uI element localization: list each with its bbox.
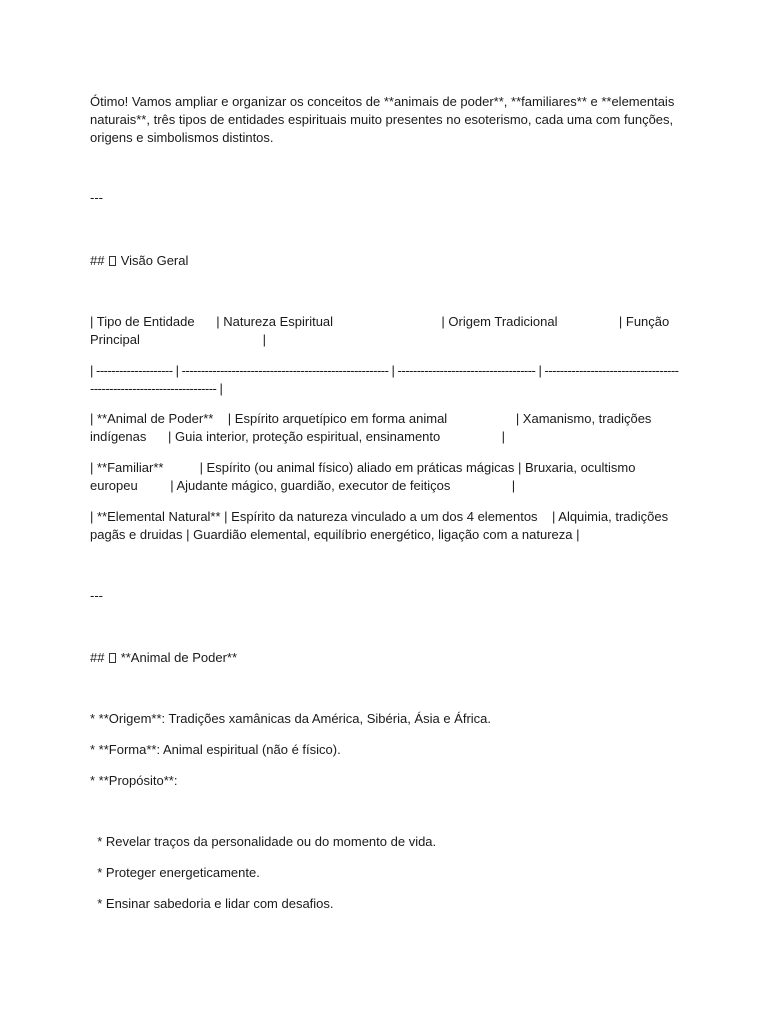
sub-bullet-proteger: * Proteger energeticamente. — [90, 865, 260, 880]
heading-text: Visão Geral — [117, 253, 189, 268]
bullet-forma: * **Forma**: Animal espiritual (não é físico). — [90, 742, 341, 757]
table-header-row: | Tipo de Entidade | Natureza Espiritual | Origem Tradicional | Função Principal | — [90, 314, 673, 347]
table-rule-row: | -------------------- | ------------------------------------------------------ | ------------------------------------ | -------------------------------------------------------------------- | — [90, 363, 679, 396]
sub-bullet-revelar: * Revelar traços da personalidade ou do momento de vida. — [90, 834, 437, 849]
heading-marker: ## — [90, 253, 109, 268]
heading-visao-geral — [90, 252, 680, 270]
heading-text: **Animal de Poder** — [117, 650, 238, 665]
heading-animal-de-poder — [90, 649, 680, 667]
sub-bullet-ensinar: * Ensinar sabedoria e lidar com desafios. — [90, 896, 334, 911]
separator-line: --- — [90, 588, 103, 603]
separator-line: --- — [90, 190, 103, 205]
bullet-origem: * **Origem**: Tradições xamânicas da América, Sibéria, Ásia e África. — [90, 711, 492, 726]
bullet-proposito: * **Propósito**: — [90, 773, 178, 788]
intro-paragraph: Ótimo! Vamos ampliar e organizar os conceitos de **animais de poder**, **familiares** e **elementais naturais**, três tipos de entidades espirituais muito presentes no esoterismo, cada uma com funções, origens e simbolismos distintos. — [90, 94, 675, 145]
missing-glyph-icon — [109, 653, 116, 663]
heading-marker: ## — [90, 650, 109, 665]
table-row-elemental-natural: | **Elemental Natural** | Espírito da natureza vinculado a um dos 4 elementos | Alquimia, tradições pagãs e druidas | Guardião elemental, equilíbrio energético, ligação com a natureza | — [90, 509, 672, 542]
table-row-familiar: | **Familiar** | Espírito (ou animal físico) aliado em práticas mágicas | Bruxaria, ocultismo europeu | Ajudante mágico, guardião, executor de feitiços | — [90, 460, 640, 493]
missing-glyph-icon — [109, 256, 116, 266]
table-row-animal-de-poder: | **Animal de Poder** | Espírito arquetípico em forma animal | Xamanismo, tradições indígenas | Guia interior, proteção espiritual, ensinamento | — [90, 411, 656, 444]
